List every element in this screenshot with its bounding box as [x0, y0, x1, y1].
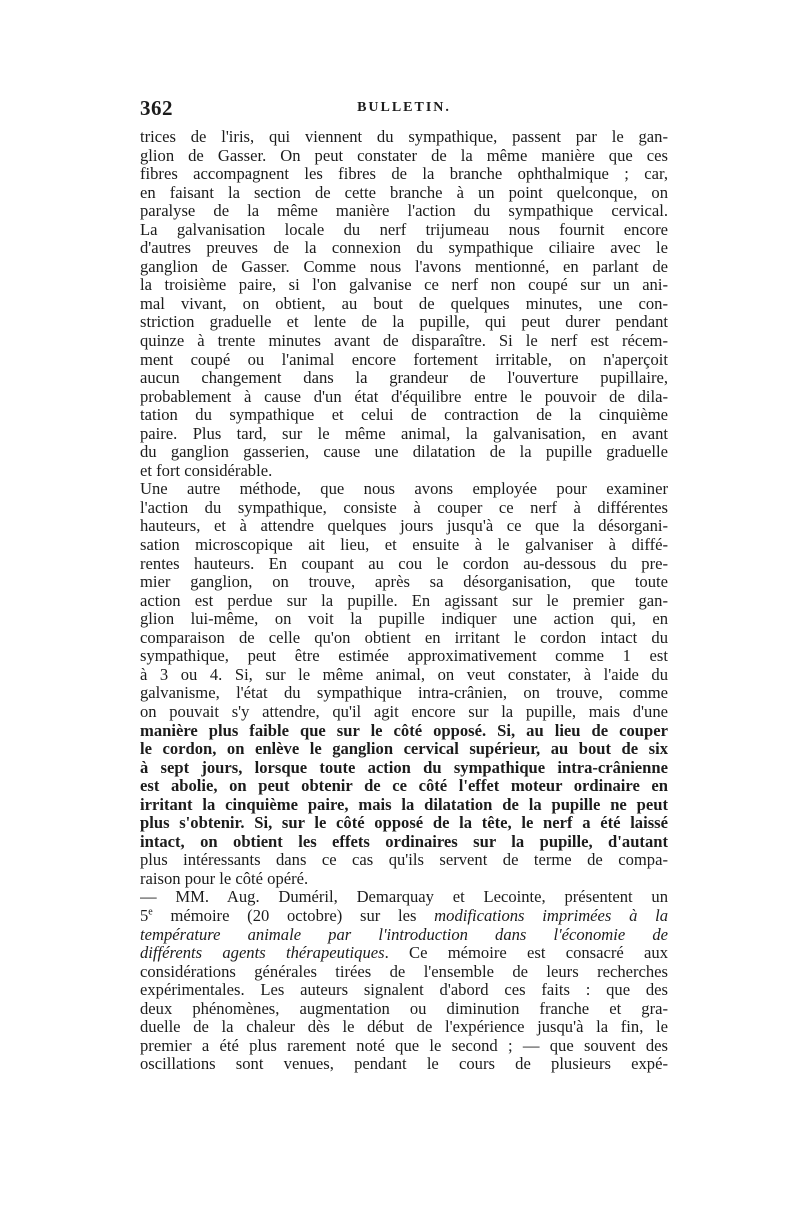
memoir-title-part: modifications imprimées à la: [434, 906, 668, 925]
text-line: rentes hauteurs. En coupant au cou le cordon au-dessous du pre-: [140, 554, 668, 573]
text-line: trices de l'iris, qui viennent du sympathique, passent par le gan-: [140, 128, 668, 146]
text-line: La galvanisation locale du nerf trijumeau nous fournit encore: [140, 220, 668, 239]
text-line: mier ganglion, on trouve, après sa désorganisation, que toute: [140, 573, 668, 592]
text-line: du ganglion gasserien, cause une dilatation de la pupille graduelle: [140, 443, 668, 462]
text-line: manière plus faible que sur le côté opposé. Si, au lieu de couper: [140, 721, 668, 740]
text-line: oscillations sont venues, pendant le cours de plusieurs expé-: [140, 1055, 668, 1074]
text-line: [140, 944, 668, 963]
text-line: ment coupé ou l'animal encore fortement irritable, on n'aperçoit: [140, 350, 668, 369]
text-line: paralyse de la même manière l'action du sympathique cervical.: [140, 202, 668, 221]
text-line: est abolie, on peut obtenir de ce côté l'effet moteur ordinaire en: [140, 777, 668, 796]
text-line: sation microscopique ait lieu, et ensuite à le galvaniser à diffé-: [140, 536, 668, 555]
text-line: quinze à trente minutes avant de disparaître. Si le nerf est récem-: [140, 332, 668, 351]
text-line: l'action du sympathique, consiste à couper ce nerf à différentes: [140, 498, 668, 517]
memoir-title-part: différents agents thérapeutiques: [140, 944, 385, 963]
ordinal-suffix: e: [148, 906, 153, 918]
text-line: tation du sympathique et celui de contraction de la cinquième: [140, 406, 668, 425]
text-line: — MM. Aug. Duméril, Demarquay et Lecointe, présentent un: [140, 888, 668, 907]
text-line: hauteurs, et à attendre quelques jours jusqu'à ce que la désorgani-: [140, 517, 668, 536]
text-line: duelle de la chaleur dès le début de l'expérience jusqu'à la fin, le: [140, 1018, 668, 1037]
text-line: on pouvait s'y attendre, qu'il agit encore sur la pupille, mais d'une: [140, 702, 668, 721]
text-line: glion de Gasser. On peut constater de la même manière que ces: [140, 146, 668, 165]
text-line: le cordon, on enlève le ganglion cervical supérieur, au bout de six: [140, 740, 668, 759]
text-line: galvanisme, l'état du sympathique intra-crânien, on trouve, comme: [140, 684, 668, 703]
text-line: fibres accompagnent les fibres de la branche ophthalmique ; car,: [140, 165, 668, 184]
text-line: raison pour le côté opéré.: [140, 869, 309, 888]
page-header: [140, 96, 668, 120]
text-line: probablement à cause d'un état d'équilibre entre le pouvoir de dila-: [140, 387, 668, 406]
text-line: action est perdue sur la pupille. En agissant sur le premier gan-: [140, 591, 668, 610]
text-line: striction graduelle et lente de la pupille, qui peut durer pendant: [140, 313, 668, 332]
ordinal-number: 5: [140, 906, 149, 925]
text-line: sympathique, peut être estimée approximativement comme 1 est: [140, 647, 668, 666]
text-line: ganglion de Gasser. Comme nous l'avons mentionné, en parlant de: [140, 257, 668, 276]
text-line: mal vivant, on obtient, au bout de quelques minutes, une con-: [140, 294, 668, 313]
text-line: à sept jours, lorsque toute action du sympathique intra-crânienne: [140, 758, 668, 777]
text-line: irritant la cinquième paire, mais la dilatation de la pupille ne peut: [140, 795, 668, 814]
text-line: deux phénomènes, augmentation ou diminution franche et gra-: [140, 999, 668, 1018]
memoir-title-line: température animale par l'introduction dans l'économie de: [140, 925, 668, 944]
text-line: d'autres preuves de la connexion du sympathique ciliaire avec le: [140, 239, 668, 258]
text-line: en faisant la section de cette branche à un point quelconque, on: [140, 183, 668, 202]
running-head: BULLETIN.: [357, 100, 451, 115]
text-line: la troisième paire, si l'on galvanise ce nerf non coupé sur un ani-: [140, 276, 668, 295]
text-line: Une autre méthode, que nous avons employée pour examiner: [140, 480, 668, 499]
text-line: [140, 907, 668, 926]
text-line: expérimentales. Les auteurs signalent d'abord ces faits : que des: [140, 981, 668, 1000]
text-line: aucun changement dans la grandeur de l'ouverture pupillaire,: [140, 369, 668, 388]
text-line: et fort considérable.: [140, 461, 273, 480]
text-line: comparaison de celle qu'on obtient en irritant le cordon intact du: [140, 628, 668, 647]
text-fragment: . Ce mémoire est consacré aux: [384, 944, 668, 963]
text-line: intact, on obtient les effets ordinaires sur la pupille, d'autant: [140, 832, 668, 851]
page-number: 362: [140, 96, 173, 120]
body-text: [140, 128, 668, 1074]
text-line: plus intéressants dans ce cas qu'ils servent de terme de compa-: [140, 851, 668, 870]
text-line: paire. Plus tard, sur le même animal, la galvanisation, en avant: [140, 424, 668, 443]
text-fragment: mémoire (20 octobre) sur les: [152, 906, 435, 925]
text-line: à 3 ou 4. Si, sur le même animal, on veut constater, à l'aide du: [140, 665, 668, 684]
text-line: considérations générales tirées de l'ensemble de leurs recherches: [140, 962, 668, 981]
text-line: glion lui-même, on voit la pupille indiquer une action qui, en: [140, 610, 668, 629]
text-line: plus s'obtenir. Si, sur le côté opposé de la tête, le nerf a été laissé: [140, 814, 668, 833]
text-line: premier a été plus rarement noté que le second ; — que souvent des: [140, 1036, 668, 1055]
